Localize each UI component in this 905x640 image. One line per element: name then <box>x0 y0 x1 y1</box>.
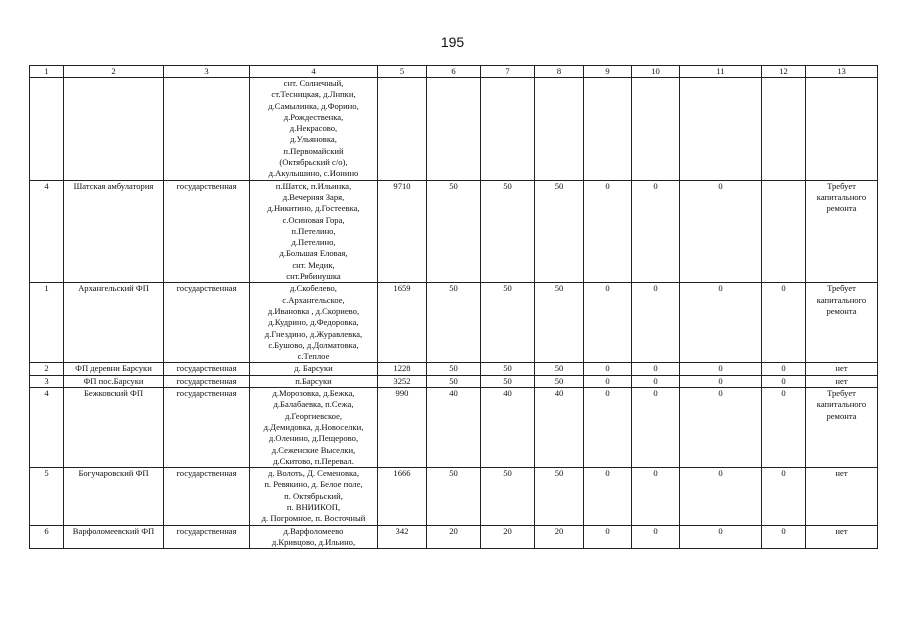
settlement-line: д.Оленино, д.Пещерово, <box>268 433 359 444</box>
col6-cell <box>427 78 481 181</box>
col6-cell: 50 <box>427 375 481 387</box>
settlement-line: д.Балабаевка, п.Сежа, <box>273 399 354 410</box>
population-cell: 1659 <box>378 283 427 363</box>
header-cell: 2 <box>64 66 164 78</box>
header-cell: 12 <box>762 66 806 78</box>
col10-cell: 0 <box>632 388 680 468</box>
settlement-line: (Октябрьский с/о), <box>279 157 348 168</box>
settlement-line: п.Петелино, <box>291 225 336 236</box>
col11-cell: 0 <box>680 388 762 468</box>
settlement-line: с.Осиновая Гора, <box>282 214 345 225</box>
table-body <box>30 66 878 549</box>
header-cell: 3 <box>164 66 250 78</box>
population-cell: 1666 <box>378 468 427 525</box>
col7-cell: 20 <box>481 525 535 549</box>
settlement-line: д.Кривцово, д.Ильино, <box>271 536 356 547</box>
header-cell: 9 <box>584 66 632 78</box>
col8-cell <box>535 78 584 181</box>
header-cell: 1 <box>30 66 64 78</box>
table-row <box>30 388 878 468</box>
col8-cell: 50 <box>535 283 584 363</box>
col11-cell: 0 <box>680 363 762 375</box>
settlement-line: д.Демидовка, д.Новоселки, <box>263 421 364 432</box>
col7-cell: 40 <box>481 388 535 468</box>
page-number: 195 <box>440 34 465 50</box>
facility-name-cell: Бежковский ФП <box>64 388 164 468</box>
settlements-cell <box>250 180 378 283</box>
settlement-line: д.Петелино, <box>291 237 336 248</box>
table-row <box>30 283 878 363</box>
col6-cell: 50 <box>427 363 481 375</box>
col8-cell: 40 <box>535 388 584 468</box>
col9-cell: 0 <box>584 363 632 375</box>
facility-name-cell: ФП пос.Барсуки <box>64 375 164 387</box>
status-cell: Требует капитального ремонта <box>806 180 878 283</box>
settlement-line: д.Акулышино, с.Ионино <box>268 168 359 179</box>
header-cell: 4 <box>250 66 378 78</box>
settlement-line: д.Гнездино, д.Журавлевка, <box>264 328 363 339</box>
settlement-line: д.Варфоломеево <box>283 525 344 536</box>
header-cell: 6 <box>427 66 481 78</box>
row-number-cell: 5 <box>30 468 64 525</box>
ownership-cell: государственная <box>164 375 250 387</box>
col6-cell: 20 <box>427 525 481 549</box>
table-row <box>30 180 878 283</box>
col6-cell: 50 <box>427 283 481 363</box>
col10-cell: 0 <box>632 283 680 363</box>
col7-cell: 50 <box>481 375 535 387</box>
header-cell: 11 <box>680 66 762 78</box>
population-cell: 342 <box>378 525 427 549</box>
status-cell: Требует капитального ремонта <box>806 283 878 363</box>
col12-cell: 0 <box>762 363 806 375</box>
col10-cell: 0 <box>632 180 680 283</box>
settlement-line: д.Кудрино, д.Федоровка, <box>268 317 359 328</box>
col11-cell: 0 <box>680 468 762 525</box>
facility-name-cell: Богучаровский ФП <box>64 468 164 525</box>
col9-cell: 0 <box>584 468 632 525</box>
settlement-line: п. Октябрьский, <box>284 490 343 501</box>
settlement-line: с.Архангельское, <box>282 294 345 305</box>
settlement-line: п. Ревякино, д. Белое поле, <box>264 479 363 490</box>
col12-cell: 0 <box>762 375 806 387</box>
col9-cell: 0 <box>584 180 632 283</box>
settlement-line: д.Вечерняя Заря, <box>282 191 345 202</box>
facility-name-cell <box>64 78 164 181</box>
ownership-cell: государственная <box>164 363 250 375</box>
col12-cell: 0 <box>762 525 806 549</box>
facility-name-cell: Варфоломеевский ФП <box>64 525 164 549</box>
header-row <box>30 66 878 78</box>
facilities-table <box>29 65 878 549</box>
ownership-cell: государственная <box>164 468 250 525</box>
facility-name-cell: Шатская амбулатория <box>64 180 164 283</box>
col12-cell: 0 <box>762 388 806 468</box>
settlement-line: д.Некрасово, <box>289 123 338 134</box>
header-cell: 7 <box>481 66 535 78</box>
col12-cell <box>762 180 806 283</box>
col7-cell: 50 <box>481 180 535 283</box>
row-number-cell <box>30 78 64 181</box>
col12-cell: 0 <box>762 468 806 525</box>
col9-cell: 0 <box>584 525 632 549</box>
status-cell: нет <box>806 363 878 375</box>
col11-cell: 0 <box>680 283 762 363</box>
col10-cell: 0 <box>632 363 680 375</box>
status-cell: нет <box>806 375 878 387</box>
table-row <box>30 468 878 525</box>
status-cell: Требует капитального ремонта <box>806 388 878 468</box>
col11-cell <box>680 78 762 181</box>
settlement-line: д.Самылинка, д.Форино, <box>268 100 359 111</box>
status-cell <box>806 78 878 181</box>
settlement-line: снт. Медик, <box>292 259 335 270</box>
col8-cell: 20 <box>535 525 584 549</box>
col8-cell: 50 <box>535 363 584 375</box>
settlement-line: с.Бушово, д.Долматовка, <box>268 339 359 350</box>
settlement-line: снт. Солнечный, <box>283 78 344 88</box>
population-cell: 3252 <box>378 375 427 387</box>
settlement-line: д.Сеженские Выселки, <box>271 444 356 455</box>
settlement-line: д.Рождественка, <box>283 111 344 122</box>
settlement-line: д. Барсуки <box>294 363 333 374</box>
row-number-cell: 1 <box>30 283 64 363</box>
ownership-cell: государственная <box>164 180 250 283</box>
settlements-cell <box>250 468 378 525</box>
settlements-cell <box>250 375 378 387</box>
settlement-line: д.Георгиевское, <box>284 410 343 421</box>
settlement-line: д.Морозовка, д.Бежка, <box>272 388 355 399</box>
col7-cell: 50 <box>481 363 535 375</box>
settlement-line: п. ВНИИКОП, <box>286 501 341 512</box>
settlement-line: снт.Рябинушка <box>286 271 341 282</box>
population-cell <box>378 78 427 181</box>
col7-cell: 50 <box>481 283 535 363</box>
row-number-cell: 2 <box>30 363 64 375</box>
settlements-cell <box>250 283 378 363</box>
settlement-line: д. Волоть, Д. Семеновка, <box>267 468 360 479</box>
row-number-cell: 3 <box>30 375 64 387</box>
col7-cell <box>481 78 535 181</box>
settlement-line: д.Скобелево, <box>290 283 337 294</box>
col10-cell: 0 <box>632 468 680 525</box>
col9-cell: 0 <box>584 375 632 387</box>
facility-name-cell: ФП деревни Барсуки <box>64 363 164 375</box>
status-cell: нет <box>806 468 878 525</box>
col10-cell: 0 <box>632 375 680 387</box>
settlements-cell <box>250 78 378 181</box>
row-number-cell: 4 <box>30 180 64 283</box>
header-cell: 10 <box>632 66 680 78</box>
ownership-cell <box>164 78 250 181</box>
col12-cell <box>762 78 806 181</box>
col11-cell: 0 <box>680 525 762 549</box>
facility-name-cell: Архангельский ФП <box>64 283 164 363</box>
settlement-line: с.Теплое <box>297 351 330 362</box>
header-cell: 8 <box>535 66 584 78</box>
ownership-cell: государственная <box>164 525 250 549</box>
settlement-line: д.Большая Еловая, <box>279 248 348 259</box>
settlement-line: ст.Тесницкая, д.Лнпки, <box>271 89 356 100</box>
population-cell: 990 <box>378 388 427 468</box>
col10-cell <box>632 78 680 181</box>
col9-cell: 0 <box>584 388 632 468</box>
col11-cell: 0 <box>680 375 762 387</box>
table-row <box>30 375 878 387</box>
population-cell: 1228 <box>378 363 427 375</box>
table-row <box>30 363 878 375</box>
settlement-line: п.Барсуки <box>295 375 332 386</box>
status-cell: нет <box>806 525 878 549</box>
col10-cell: 0 <box>632 525 680 549</box>
settlement-line: д.Ивановка , д.Скориево, <box>267 305 360 316</box>
col6-cell: 50 <box>427 468 481 525</box>
row-number-cell: 6 <box>30 525 64 549</box>
col6-cell: 40 <box>427 388 481 468</box>
col9-cell: 0 <box>584 283 632 363</box>
header-cell: 5 <box>378 66 427 78</box>
col8-cell: 50 <box>535 180 584 283</box>
settlement-line: д.Ульяновка, <box>290 134 337 145</box>
header-cell: 13 <box>806 66 878 78</box>
col7-cell: 50 <box>481 468 535 525</box>
col6-cell: 50 <box>427 180 481 283</box>
table-row <box>30 78 878 181</box>
settlements-cell <box>250 363 378 375</box>
population-cell: 9710 <box>378 180 427 283</box>
table-row <box>30 525 878 549</box>
ownership-cell: государственная <box>164 388 250 468</box>
ownership-cell: государственная <box>164 283 250 363</box>
settlement-line: д.Скитово, п.Перевал. <box>273 455 354 466</box>
settlement-line: п.Шатск, п.Ильинка, <box>275 180 352 191</box>
settlements-cell <box>250 525 378 549</box>
col8-cell: 50 <box>535 375 584 387</box>
row-number-cell: 4 <box>30 388 64 468</box>
settlement-line: д.Никитино, д.Гостеевка, <box>267 203 360 214</box>
settlements-cell <box>250 388 378 468</box>
col9-cell <box>584 78 632 181</box>
settlement-line: п.Первомайский <box>283 145 344 156</box>
col12-cell: 0 <box>762 283 806 363</box>
col8-cell: 50 <box>535 468 584 525</box>
settlement-line: д. Погромное, п. Восточный <box>261 513 366 524</box>
col11-cell: 0 <box>680 180 762 283</box>
